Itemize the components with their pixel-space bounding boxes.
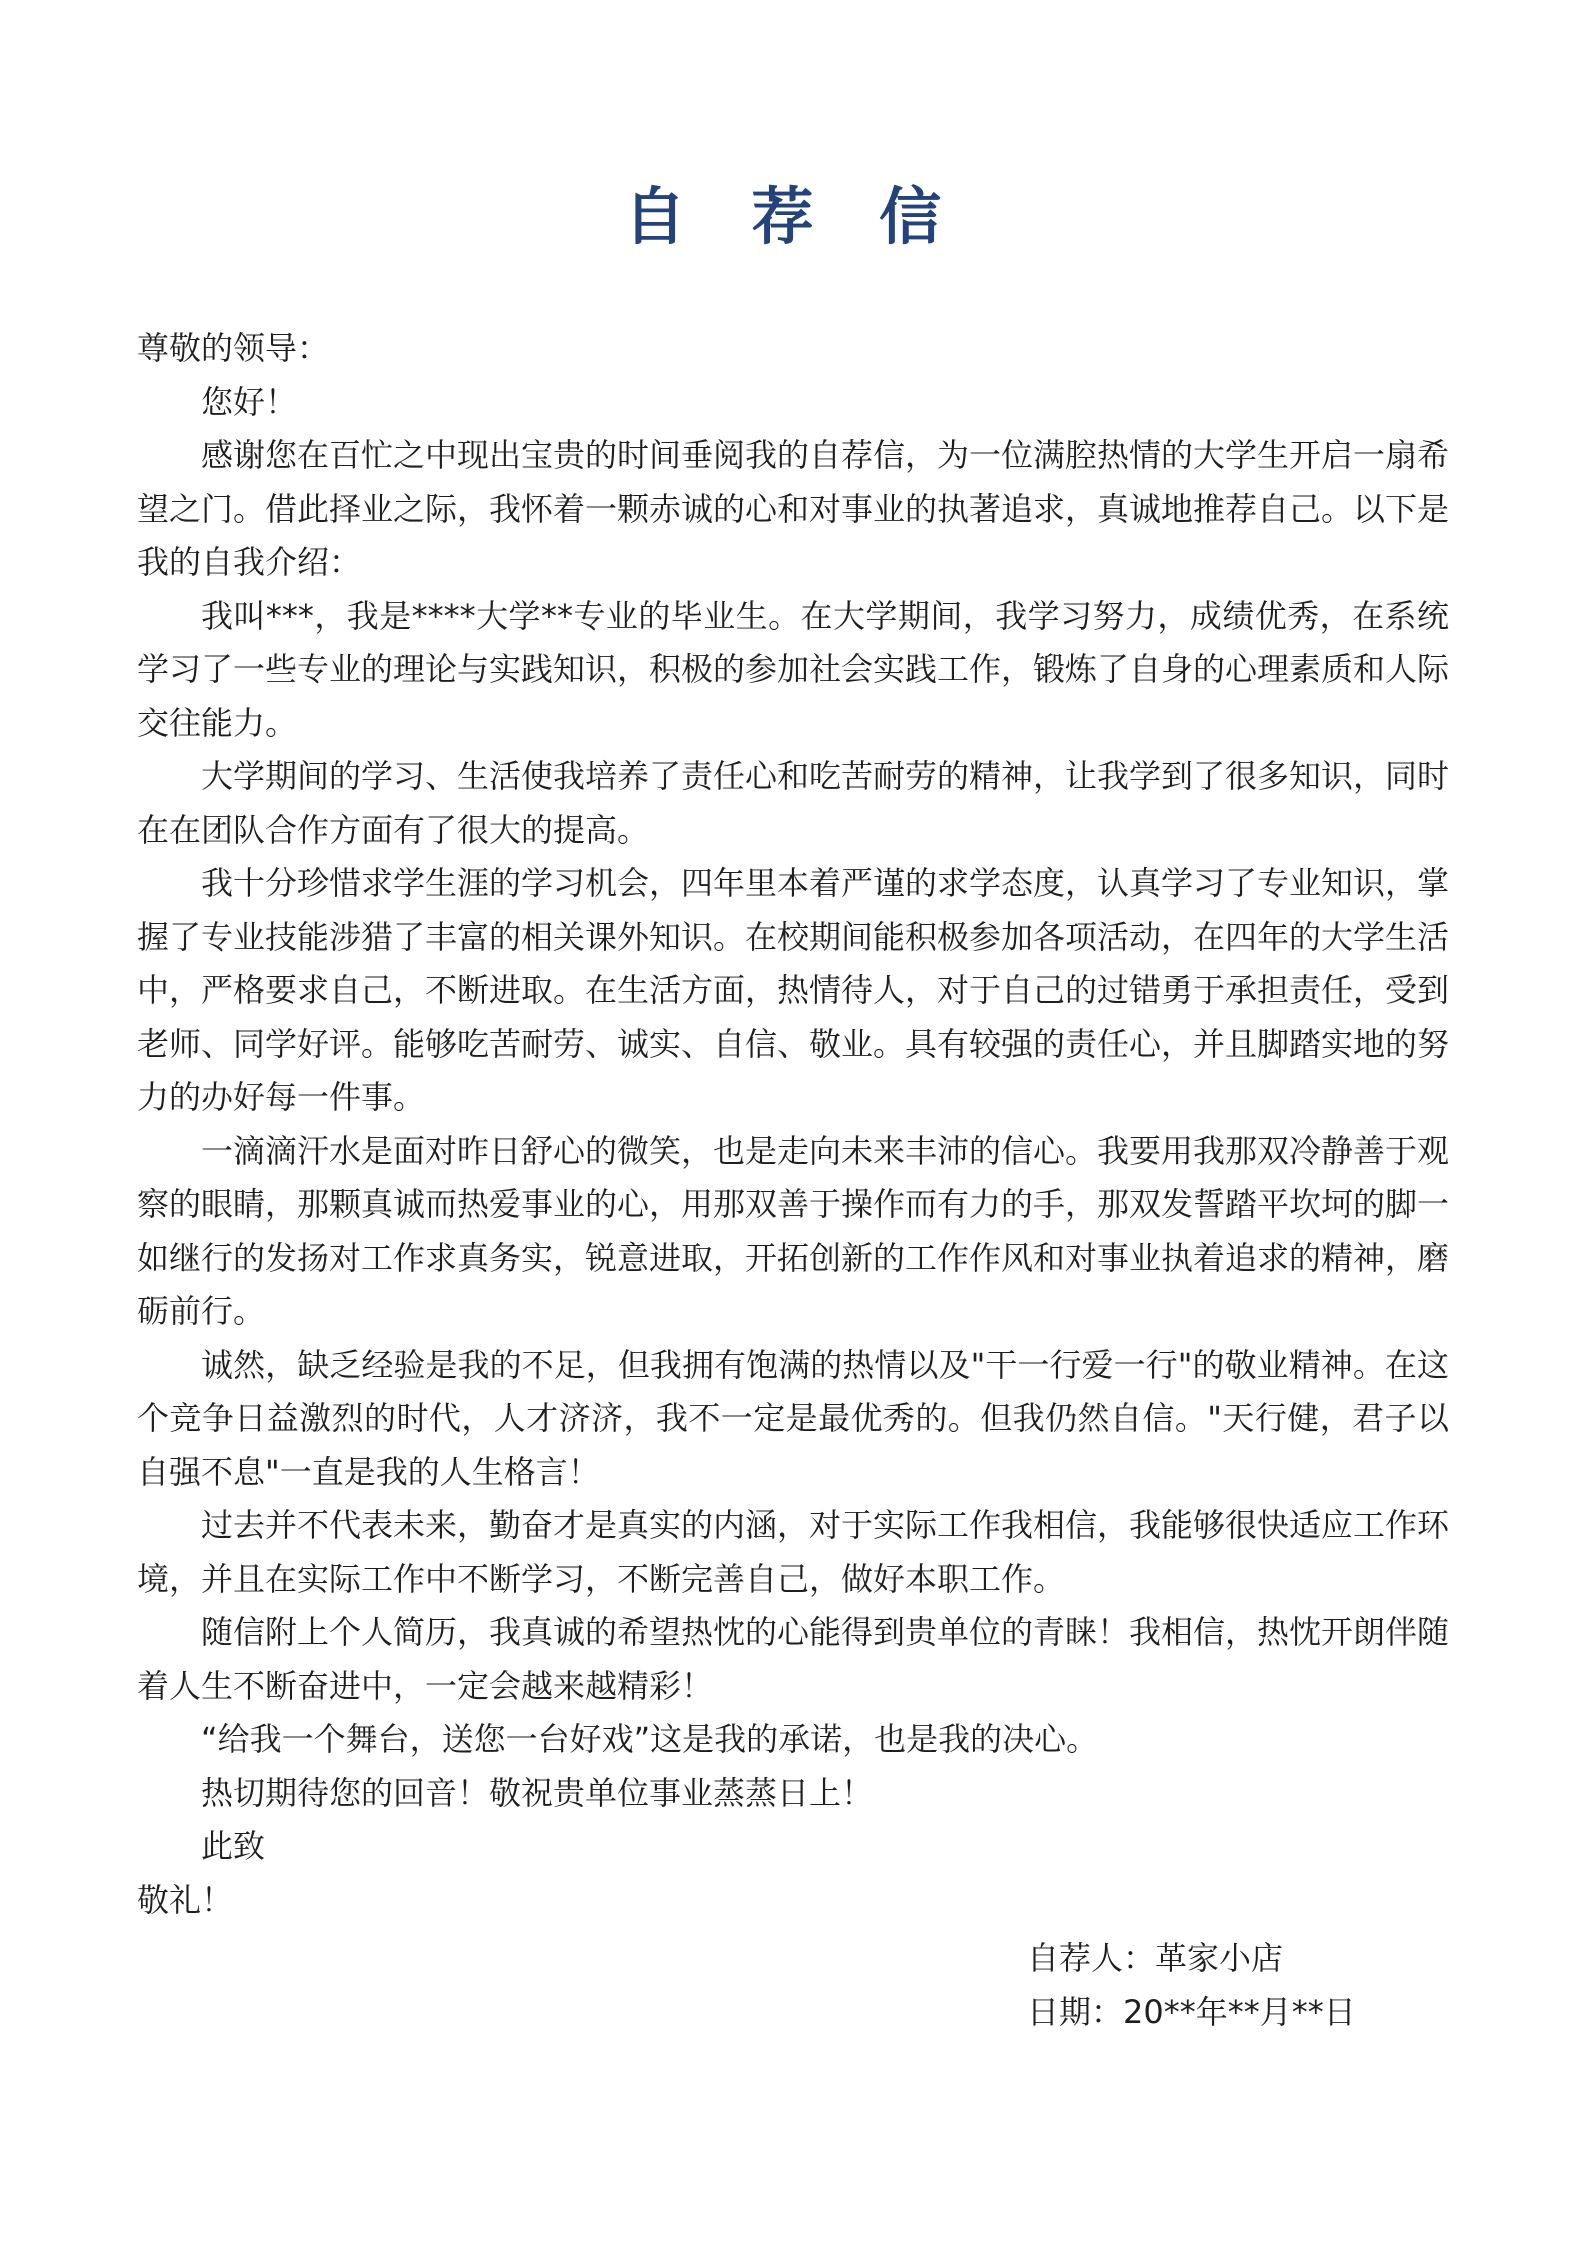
closing-line-2: 敬礼！ — [137, 1880, 234, 1919]
letter-body — [137, 322, 1449, 1927]
greeting: 您好！ — [201, 382, 298, 421]
paragraph-future: 过去并不代表未来，勤奋才是真实的内涵，对于实际工作我相信，我能够很快适应工作环境，并且在实际工作中不断学习，不断完善自己，做好本职工作。 — [137, 1506, 1450, 1598]
paragraph-study-opportunity: 我十分珍惜求学生涯的学习机会，四年里本着严谨的求学态度，认真学习了专业知识，掌握了专业技能涉猎了丰富的相关课外知识。在校期间能积极参加各项活动，在四年的大学生活中，严格要求自己，不断进取。在生活方面，热情待人，对于自己的过错勇于承担责任，受到老师、同学好评。能够吃苦耐劳、诚实、自信、敬业。具有较强的责任心，并且脚踏实地的努力的办好每一件事。 — [137, 864, 1450, 1116]
letter-title: 自 荐 信 — [623, 180, 964, 253]
paragraph-confidence: 一滴滴汗水是面对昨日舒心的微笑，也是走向未来丰沛的信心。我要用我那双冷静善于观察的眼睛，那颗真诚而热爱事业的心，用那双善于操作而有力的手，那双发誓踏平坎坷的脚一如继行的发扬对工作求真务实，锐意进取，开拓创新的工作作风和对事业执着追求的精神，磨砺前行。 — [137, 1131, 1450, 1330]
paragraph-resume: 随信附上个人简历，我真诚的希望热忱的心能得到贵单位的青睐！我相信，热忱开朗伴随着人生不断奋进中，一定会越来越精彩！ — [137, 1613, 1450, 1705]
paragraph-university-life: 大学期间的学习、生活使我培养了责任心和吃苦耐劳的精神，让我学到了很多知识，同时在在团队合作方面有了很大的提高。 — [137, 757, 1450, 849]
paragraph-introduction: 我叫***，我是****大学**专业的毕业生。在大学期间，我学习努力，成绩优秀，在系统学习了一些专业的理论与实践知识，积极的参加社会实践工作，锻炼了自身的心理素质和人际交往能力。 — [137, 596, 1450, 742]
paragraph-experience: 诚然，缺乏经验是我的不足，但我拥有饱满的热情以及"干一行爱一行"的敬业精神。在这个竞争日益激烈的时代，人才济济，我不一定是最优秀的。但我仍然自信。"天行健，君子以自强不息"一直是我的人生格言！ — [137, 1345, 1449, 1491]
signature-block — [1027, 1931, 1356, 2039]
paragraph-thanks: 感谢您在百忙之中现出宝贵的时间垂阅我的自荐信，为一位满腔热情的大学生开启一扇希望之门。借此择业之际，我怀着一颗赤诚的心和对事业的执著追求，真诚地推荐自己。以下是我的自我介绍： — [137, 436, 1450, 581]
letter-date: 日期：20**年**月**日 — [1027, 1993, 1356, 2031]
signer-name: 自荐人：革家小店 — [1027, 1939, 1284, 1977]
paragraph-expectation: 热切期待您的回音！敬祝贵单位事业蒸蒸日上！ — [201, 1773, 874, 1812]
paragraph-promise: “给我一个舞台，送您一台好戏”这是我的承诺，也是我的决心。 — [201, 1720, 1099, 1758]
salutation: 尊敬的领导： — [137, 329, 330, 367]
closing-line-1: 此致 — [201, 1827, 266, 1865]
